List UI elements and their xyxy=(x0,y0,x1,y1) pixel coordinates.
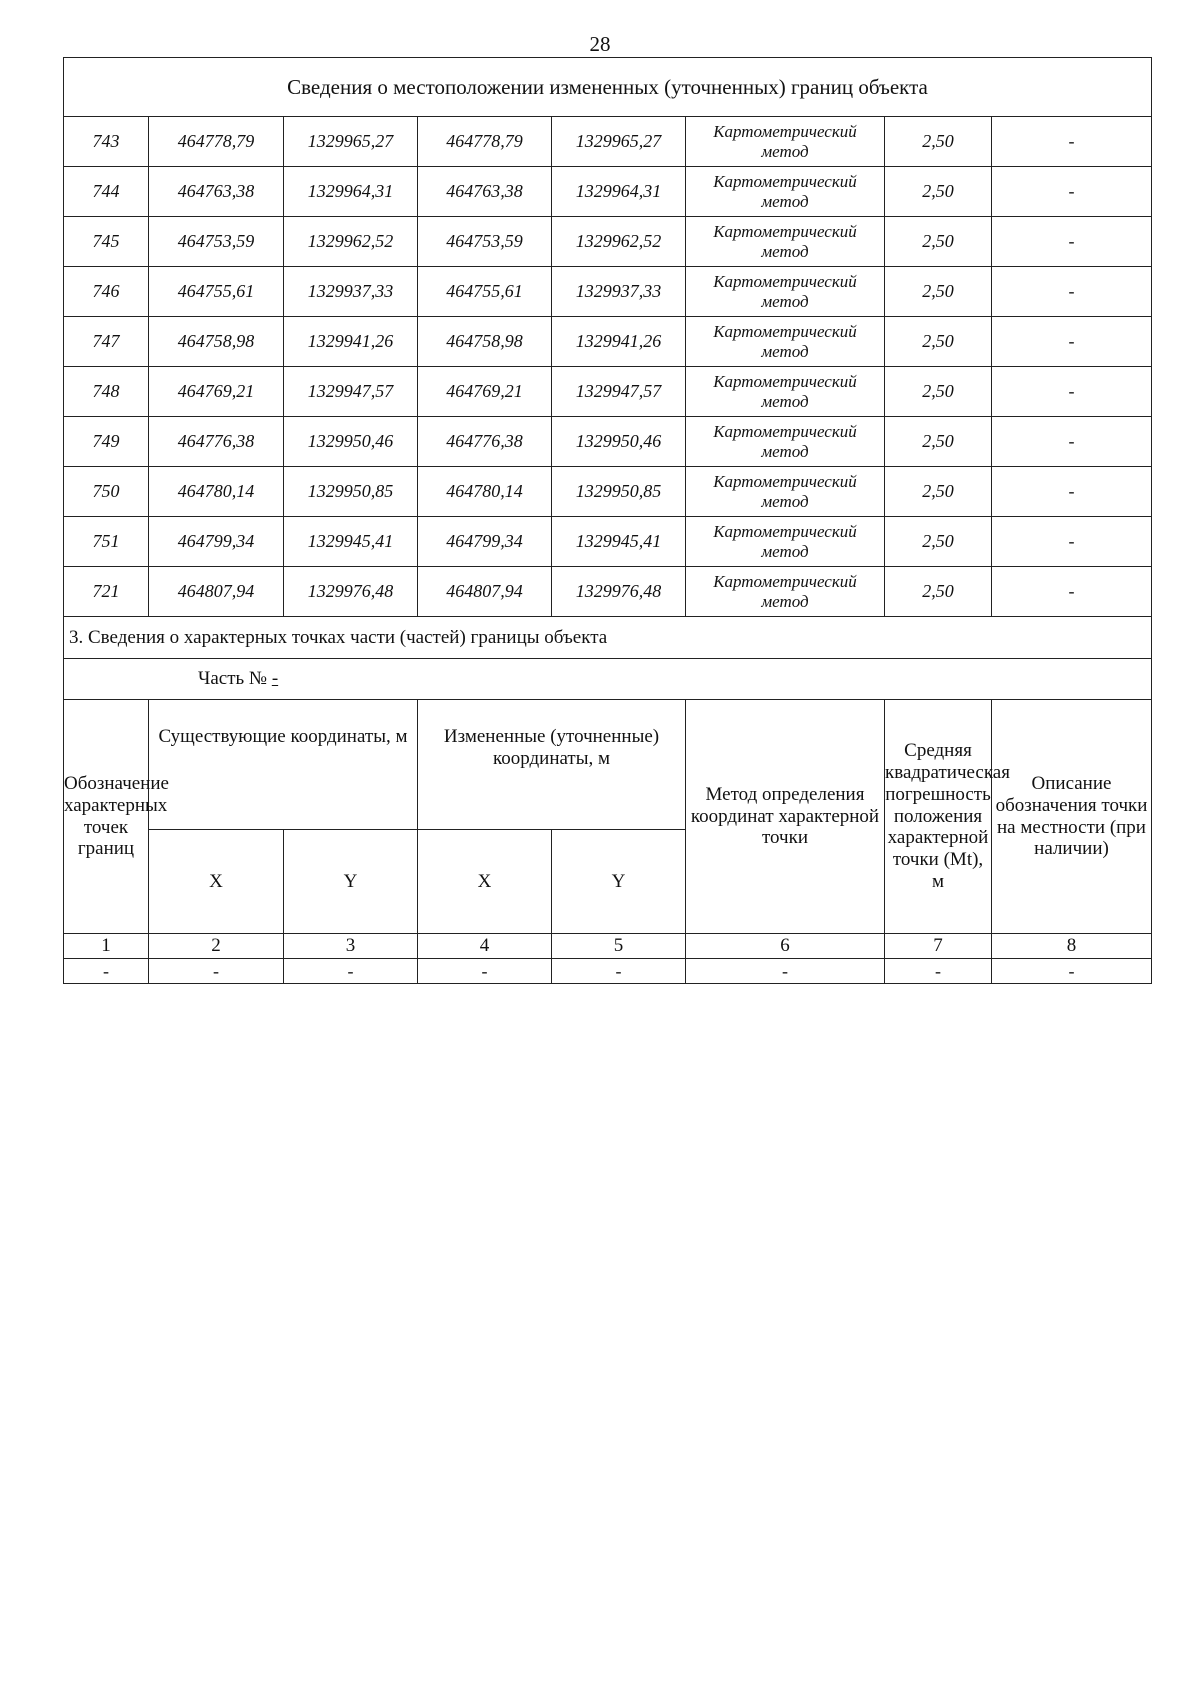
description-cell: - xyxy=(992,567,1152,617)
existing-y-cell: 1329965,27 xyxy=(284,117,418,167)
method-line-2: метод xyxy=(761,341,809,361)
method-line-1: Картометрический xyxy=(713,322,857,342)
column-number: 8 xyxy=(992,934,1152,959)
column-number: 4 xyxy=(418,934,552,959)
method-line-1: Картометрический xyxy=(713,122,857,142)
point-number-cell: 750 xyxy=(64,467,149,517)
existing-x-cell: 464769,21 xyxy=(149,367,284,417)
changed-y-cell: 1329965,27 xyxy=(552,117,686,167)
point-number-cell: 748 xyxy=(64,367,149,417)
method-cell xyxy=(686,367,885,417)
coordinate-rows xyxy=(64,117,1152,617)
table-row xyxy=(64,217,1152,267)
method-cell xyxy=(686,517,885,567)
existing-x-cell: 464763,38 xyxy=(149,167,284,217)
table-row xyxy=(64,567,1152,617)
method-cell xyxy=(686,317,885,367)
changed-x-cell: 464799,34 xyxy=(418,517,552,567)
method-line-2: метод xyxy=(761,141,809,161)
method-line-2: метод xyxy=(761,441,809,461)
existing-y-cell: 1329976,48 xyxy=(284,567,418,617)
boundary-table xyxy=(63,57,1152,984)
existing-y-cell: 1329950,46 xyxy=(284,417,418,467)
accuracy-cell: 2,50 xyxy=(885,267,992,317)
page-number: 28 xyxy=(589,32,611,56)
existing-y-cell: 1329941,26 xyxy=(284,317,418,367)
changed-x-cell: 464776,38 xyxy=(418,417,552,467)
changed-x-cell: 464753,59 xyxy=(418,217,552,267)
description-cell: - xyxy=(992,167,1152,217)
existing-x-cell: 464778,79 xyxy=(149,117,284,167)
method-line-1: Картометрический xyxy=(713,222,857,242)
method-cell xyxy=(686,567,885,617)
method-line-2: метод xyxy=(761,291,809,311)
changed-y-cell: 1329964,31 xyxy=(552,167,686,217)
changed-x-cell: 464780,14 xyxy=(418,467,552,517)
point-number-cell: 749 xyxy=(64,417,149,467)
method-line-1: Картометрический xyxy=(713,472,857,492)
table-row xyxy=(64,417,1152,467)
accuracy-cell: 2,50 xyxy=(885,167,992,217)
empty-cell: - xyxy=(149,959,284,984)
accuracy-cell: 2,50 xyxy=(885,517,992,567)
header-description: Описание обозначения точки на местности (при наличии) xyxy=(992,700,1152,934)
header-row-1 xyxy=(64,700,1152,830)
changed-x-cell: 464769,21 xyxy=(418,367,552,417)
empty-cell: - xyxy=(284,959,418,984)
existing-x-cell: 464799,34 xyxy=(149,517,284,567)
column-number: 6 xyxy=(686,934,885,959)
method-line-1: Картометрический xyxy=(713,172,857,192)
point-number-cell: 745 xyxy=(64,217,149,267)
description-cell: - xyxy=(992,217,1152,267)
method-line-2: метод xyxy=(761,591,809,611)
accuracy-cell: 2,50 xyxy=(885,417,992,467)
changed-x-cell: 464758,98 xyxy=(418,317,552,367)
changed-y-cell: 1329941,26 xyxy=(552,317,686,367)
method-cell xyxy=(686,267,885,317)
method-cell xyxy=(686,417,885,467)
table-row xyxy=(64,117,1152,167)
method-line-1: Картометрический xyxy=(713,522,857,542)
existing-y-cell: 1329947,57 xyxy=(284,367,418,417)
accuracy-cell: 2,50 xyxy=(885,317,992,367)
method-line-2: метод xyxy=(761,541,809,561)
empty-cell: - xyxy=(885,959,992,984)
method-line-1: Картометрический xyxy=(713,272,857,292)
method-line-1: Картометрический xyxy=(713,572,857,592)
existing-x-cell: 464780,14 xyxy=(149,467,284,517)
point-number-cell: 744 xyxy=(64,167,149,217)
column-number: 3 xyxy=(284,934,418,959)
changed-x-cell: 464763,38 xyxy=(418,167,552,217)
existing-x-cell: 464753,59 xyxy=(149,217,284,267)
description-cell: - xyxy=(992,517,1152,567)
part-label: Часть № xyxy=(198,668,268,690)
header-changed-coords: Измененные (уточненные) координаты, м xyxy=(418,700,686,830)
header-existing-x: X xyxy=(149,830,284,934)
accuracy-cell: 2,50 xyxy=(885,217,992,267)
accuracy-cell: 2,50 xyxy=(885,367,992,417)
existing-x-cell: 464776,38 xyxy=(149,417,284,467)
point-number-cell: 743 xyxy=(64,117,149,167)
existing-y-cell: 1329945,41 xyxy=(284,517,418,567)
description-cell: - xyxy=(992,117,1152,167)
changed-x-cell: 464755,61 xyxy=(418,267,552,317)
changed-y-cell: 1329945,41 xyxy=(552,517,686,567)
header-changed-x: X xyxy=(418,830,552,934)
description-cell: - xyxy=(992,417,1152,467)
table-row xyxy=(64,267,1152,317)
header-existing-y: Y xyxy=(284,830,418,934)
changed-y-cell: 1329976,48 xyxy=(552,567,686,617)
description-cell: - xyxy=(992,467,1152,517)
point-number-cell: 747 xyxy=(64,317,149,367)
method-cell xyxy=(686,167,885,217)
empty-cell: - xyxy=(418,959,552,984)
column-number: 2 xyxy=(149,934,284,959)
existing-x-cell: 464807,94 xyxy=(149,567,284,617)
accuracy-cell: 2,50 xyxy=(885,567,992,617)
changed-y-cell: 1329947,57 xyxy=(552,367,686,417)
empty-cell: - xyxy=(552,959,686,984)
table-row xyxy=(64,167,1152,217)
existing-y-cell: 1329962,52 xyxy=(284,217,418,267)
method-line-1: Картометрический xyxy=(713,422,857,442)
method-cell xyxy=(686,117,885,167)
column-number-row xyxy=(64,934,1152,959)
method-cell xyxy=(686,217,885,267)
column-number: 5 xyxy=(552,934,686,959)
description-cell: - xyxy=(992,317,1152,367)
table-row xyxy=(64,367,1152,417)
method-line-2: метод xyxy=(761,491,809,511)
column-number: 7 xyxy=(885,934,992,959)
point-number-cell: 751 xyxy=(64,517,149,567)
method-line-2: метод xyxy=(761,391,809,411)
column-number: 1 xyxy=(64,934,149,959)
existing-x-cell: 464758,98 xyxy=(149,317,284,367)
table-row xyxy=(64,517,1152,567)
empty-cell: - xyxy=(64,959,149,984)
table-title: Сведения о местоположении измененных (уточненных) границ объекта xyxy=(64,58,1152,117)
point-number-cell: 721 xyxy=(64,567,149,617)
header-accuracy: Средняя квадратическая погрешность положения характерной точки (Mt), м xyxy=(885,700,992,934)
existing-y-cell: 1329964,31 xyxy=(284,167,418,217)
table-row xyxy=(64,467,1152,517)
empty-cell: - xyxy=(686,959,885,984)
empty-cell: - xyxy=(992,959,1152,984)
header-point-designation: Обозначение характерных точек границ xyxy=(64,700,149,934)
part-cell xyxy=(64,659,1152,700)
section-3-row xyxy=(64,617,1152,659)
section-3-title: 3. Сведения о характерных точках части (частей) границы объекта xyxy=(64,617,1152,659)
changed-x-cell: 464778,79 xyxy=(418,117,552,167)
changed-y-cell: 1329950,46 xyxy=(552,417,686,467)
description-cell: - xyxy=(992,267,1152,317)
existing-y-cell: 1329937,33 xyxy=(284,267,418,317)
description-cell: - xyxy=(992,367,1152,417)
method-cell xyxy=(686,467,885,517)
changed-y-cell: 1329962,52 xyxy=(552,217,686,267)
accuracy-cell: 2,50 xyxy=(885,117,992,167)
empty-data-row xyxy=(64,959,1152,984)
header-method: Метод определения координат характерной точки xyxy=(686,700,885,934)
part-value: - xyxy=(271,668,279,690)
accuracy-cell: 2,50 xyxy=(885,467,992,517)
method-line-1: Картометрический xyxy=(713,372,857,392)
table-title-row xyxy=(64,58,1152,117)
header-changed-y: Y xyxy=(552,830,686,934)
part-row xyxy=(64,659,1152,700)
existing-x-cell: 464755,61 xyxy=(149,267,284,317)
method-line-2: метод xyxy=(761,241,809,261)
existing-y-cell: 1329950,85 xyxy=(284,467,418,517)
table-row xyxy=(64,317,1152,367)
changed-y-cell: 1329937,33 xyxy=(552,267,686,317)
point-number-cell: 746 xyxy=(64,267,149,317)
header-existing-coords: Существующие координаты, м xyxy=(149,700,418,830)
changed-x-cell: 464807,94 xyxy=(418,567,552,617)
changed-y-cell: 1329950,85 xyxy=(552,467,686,517)
method-line-2: метод xyxy=(761,191,809,211)
